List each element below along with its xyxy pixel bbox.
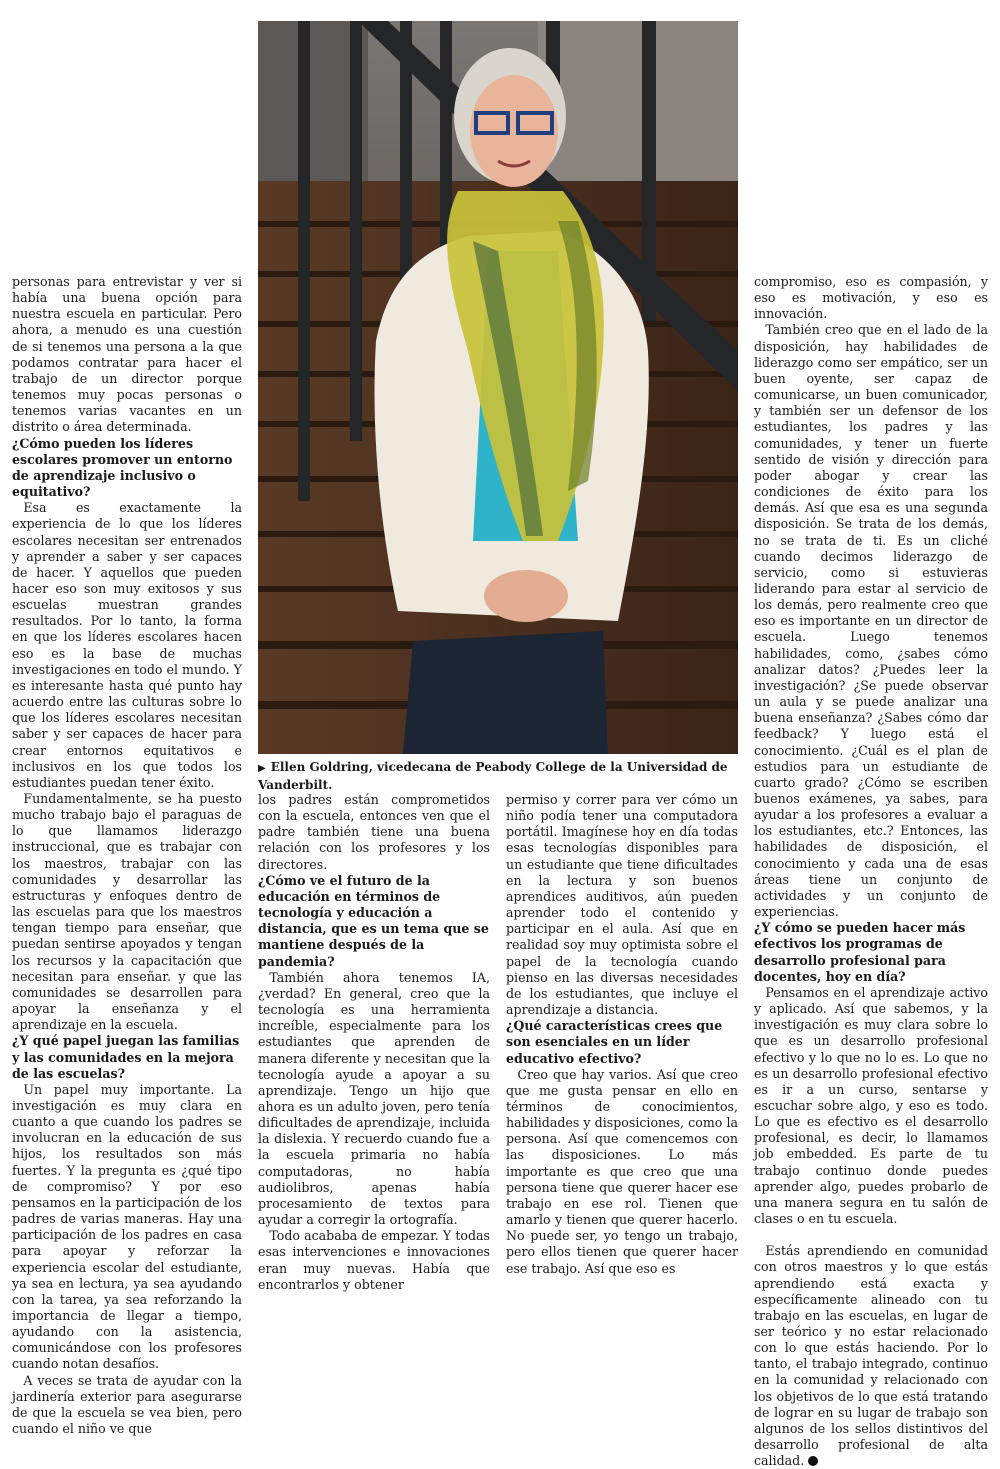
caption-triangle-icon: ▶ (258, 763, 266, 774)
caption-name: Ellen Goldring (270, 760, 369, 774)
interview-question: ¿Cómo ve el futuro de la educación en términos de tecnología y educación a distancia, que es un tema que se mantiene después de la pandemia? (258, 872, 489, 969)
portrait-illustration (258, 21, 738, 754)
column-2 (258, 792, 490, 1293)
photo-caption (258, 759, 738, 793)
column-4 (754, 274, 988, 1469)
interview-question: ¿Cómo pueden los líderes escolares promover un entorno de aprendizaje inclusivo o equitativo? (12, 435, 233, 500)
paragraph: También creo que en el lado de la disposición, hay habilidades de liderazgo como ser empático, ser un buen oyente, ser capaz de comunicarse, un buen comunicador, y también ser un defensor de los estudiantes, los padres y las comunidades, y tener un fuerte sentido de visión y dirección para poder abogar y crear las condiciones de éxito para los demás. Así que esa es una segunda disposición. Se trata de los demás, no se trata de ti. Es un cliché cuando decimos liderazgo de servicio, como si estuvieras liderando para estar al servicio de los demás, pero realmente creo que eso es importante en un director de escuela. Luego tenemos habilidades, como, ¿sabes cómo analizar datos? ¿Puedes leer la investigación? ¿Se puede observar un aula y se puede analizar una buena enseñanza? ¿Sabes cómo dar feedback? Y luego está el conocimiento. ¿Cuál es el plan de estudios para un estudiante de cuarto grado? ¿Cómo se escriben buenos exámenes, ya sabes, para ayudar a los profesores a evaluar a los estudiantes, etc.? Entonces, las habilidades de disposición, el conocimiento y cada una de esas áreas tiene un conjunto de actividades y un conjunto de experiencias. (754, 322, 988, 920)
paragraph: los padres están comprometidos con la escuela, entonces ven que el padre también tiene una buena relación con los profesores y los directores. (258, 792, 490, 872)
paragraph (754, 1243, 988, 1469)
end-of-article-icon (808, 1456, 818, 1466)
portrait-photo (258, 21, 738, 754)
paragraph: Fundamentalmente, se ha puesto mucho trabajo bajo el paraguas de lo que llamamos liderazgo instruccional, que es trabajar con los maestros, trabajar con las comunidades y desarrollar las estructuras y enfoques dentro de las escuelas para que los maestros tengan tiempo para enseñar, que puedan sentirse apoyados y tengan los recursos y la capacitación que necesitan para enseñar. y que las comunidades se desarrollen para apoyar la enseñanza y el aprendizaje en la escuela. (12, 791, 242, 1033)
paragraph: Todo acababa de empezar. Y todas esas intervenciones e innovaciones eran muy nuevas. Había que encontrarlos y obtener (258, 1228, 490, 1292)
paragraph: También ahora tenemos IA, ¿verdad? En general, creo que la tecnología es una herramienta increíble, especialmente para los estudiantes que aprenden de manera diferente y necesitan que la tecnología ayude a apoyar a su aprendizaje. Tengo un hijo que ahora es un adulto joven, pero tenía dificultades de aprendizaje, incluida la dislexia. Y recuerdo cuando fue a la escuela primaria no había computadoras, no había audiolibros, apenas había procesamiento de textos para ayudar a corregir la ortografía. (258, 969, 490, 1228)
paragraph-text: Estás aprendiendo en comunidad con otros maestros y lo que estás aprendiendo está exacta y específicamente alineado con tu trabajo en las escuelas, en lugar de ser teórico y no estar relacionado con lo que estás haciendo. Por lo tanto, el trabajo integrado, continuo en la comunidad y relacionado con los objetivos de lo que está tratando de lograr en su lugar de trabajo son algunos de los sellos distintivos del desarrollo profesional de alta calidad. (754, 1243, 988, 1469)
paragraph: A veces se trata de ayudar con la jardinería exterior para asegurarse de que la escuela se vea bien, pero cuando el niño ve que (12, 1372, 242, 1437)
interview-question: ¿Y qué papel juegan las familias y las comunidades en la mejora de las escuelas? (12, 1033, 240, 1081)
paragraph: Un papel muy importante. La investigación es muy clara en cuanto a que cuando los padres se involucran en la educación de sus hijos, los resultados son más fuertes. Y la pregunta es ¿qué tipo de compromiso? Y por eso pensamos en la participación de los padres de varias maneras. Hay una participación de los padres en casa para apoyar y reforzar la experiencia escolar del estudiante, ya sea en lectura, ya sea ayudando con la tarea, ya sea reforzando la importancia de llegar a tiempo, ayudando con la asistencia, comunicándose con los profesores cuando notan desafíos. (12, 1081, 242, 1372)
column-1 (12, 274, 242, 1437)
paragraph: compromiso, eso es compasión, y eso es motivación, y eso es innovación. (754, 274, 988, 322)
caption-text: , vicedecana de Peabody College de la Universidad de Vanderbilt. (258, 760, 728, 792)
paragraph: Creo que hay varios. Así que creo que me gusta pensar en ello en términos de conocimientos, habilidades y disposiciones, como la persona. Así que comencemos con las disposiciones. Lo más importante es que creo que una persona tiene que querer hacer ese trabajo en ese rol. Tienen que amarlo y tienen que querer hacerlo. No puede ser, yo tengo un trabajo, pero ellos tienen que querer hacer ese trabajo. Así que eso es (506, 1066, 738, 1276)
column-3 (506, 792, 738, 1277)
paragraph: permiso y correr para ver cómo un niño podía tener una computadora portátil. Imagínese hoy en día todas esas tecnologías disponibles para un estudiante que tiene dificultades en la lectura y son buenos aprendices auditivos, aún pueden aprender todo el contenido y participar en el aula. Así que en realidad soy muy optimista sobre el papel de la tecnología cuando pienso en las diversas necesidades de los estudiantes, que incluye el aprendizaje a distancia. (506, 792, 738, 1018)
interview-question: ¿Y cómo se pueden hacer más efectivos los programas de desarrollo profesional para docentes, hoy en día? (754, 920, 966, 984)
paragraph: personas para entrevistar y ver si había una buena opción para nuestra escuela en particular. Pero ahora, a menudo es una cuestión de si tenemos una persona a la que podamos contratar para hacer el trabajo de un director porque tenemos muy pocas personas o tenemos varias vacantes en un distrito o área determinada. (12, 274, 242, 435)
paragraph-spacer (754, 1227, 988, 1243)
paragraph: Pensamos en el aprendizaje activo y aplicado. Así que sabemos, y la investigación es muy clara sobre lo que es un desarrollo profesional efectivo y lo que no lo es. Lo que no es un desarrollo profesional efectivo es ir a un curso, sentarse y escuchar sobre algo, y eso es todo. Lo que es efectivo es el desarrollo profesional, es decir, lo llamamos job embedded. Es parte de tu trabajo continuo donde puedes aprender algo, puedes probarlo de una manera segura en tu salón de clases o en tu escuela. (754, 984, 988, 1227)
interview-question: ¿Qué características crees que son esenciales en un líder educativo efectivo? (506, 1018, 723, 1066)
paragraph: Esa es exactamente la experiencia de lo que los líderes escolares necesitan ser entrenados y aprender a saber y ser capaces de hacer. Y aquellos que pueden hacer eso son muy exitosos y sus escuelas muestran grandes resultados. Por lo tanto, la forma en que los líderes escolares hacen eso es la base de muchas investigaciones en todo el mundo. Y es interesante hasta qué punto hay acuerdo entre las culturas sobre lo que los líderes escolares necesitan saber y ser capaces de hacer para crear entornos equitativos e inclusivos en los que todos los estudiantes puedan tener éxito. (12, 500, 242, 790)
